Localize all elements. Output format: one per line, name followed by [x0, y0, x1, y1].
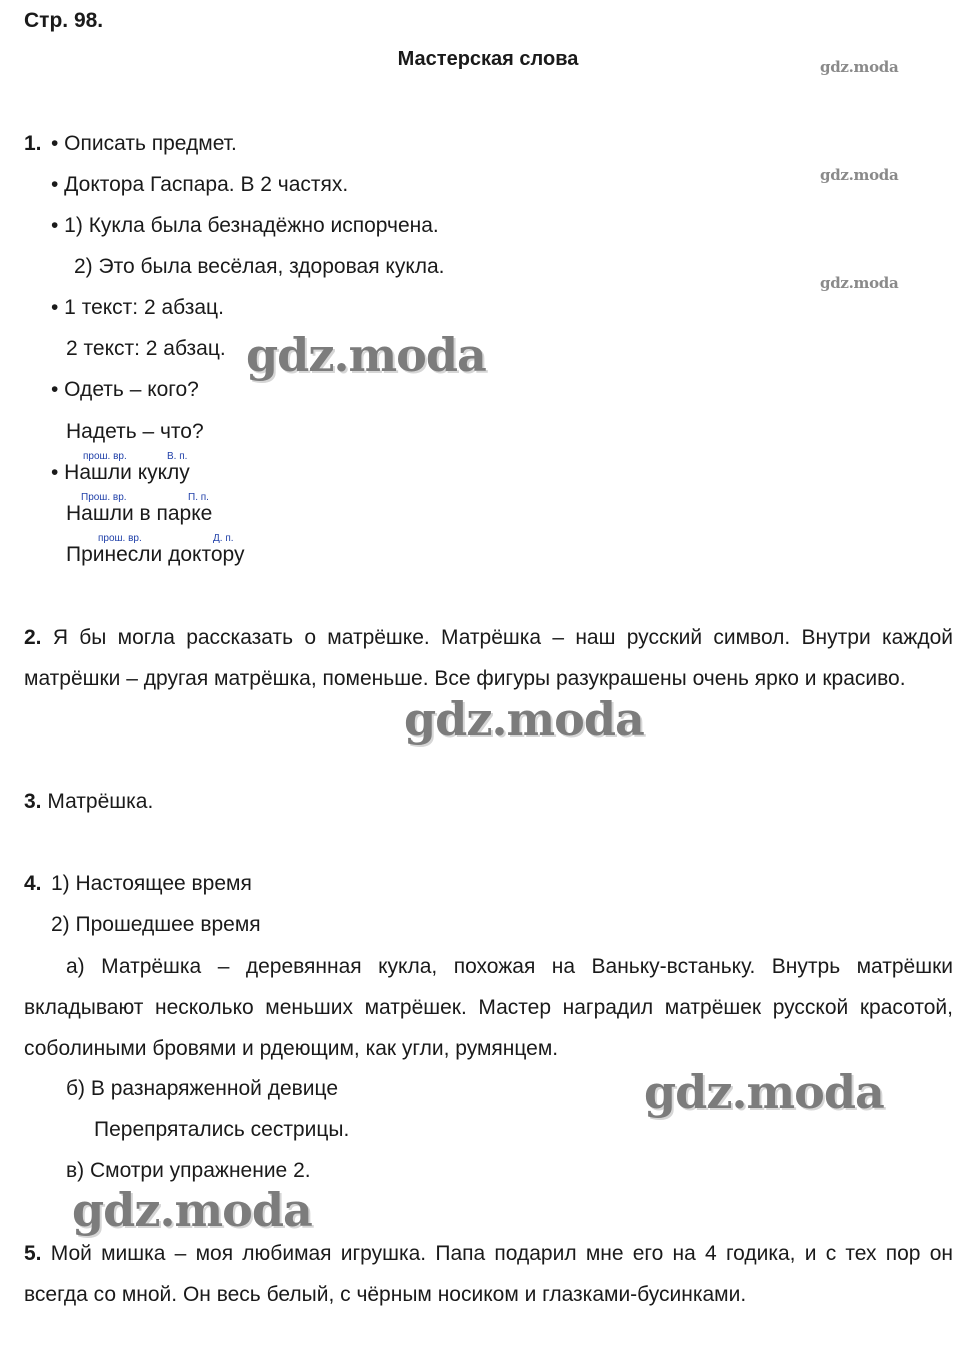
- task-line: • Доктора Гаспара. В 2 частях.: [51, 173, 349, 196]
- task-line: 2) Прошедшее время: [51, 913, 261, 936]
- task-line: Нашли в парке: [66, 502, 213, 525]
- watermark: gdz.moda: [246, 328, 486, 382]
- task-number: 3.: [24, 790, 42, 813]
- task-line: б) В разнаряженной девице: [66, 1077, 338, 1100]
- task-line: Принесли доктору: [66, 543, 245, 566]
- watermark: gdz.moda: [72, 1183, 312, 1237]
- task-3: [24, 789, 153, 815]
- grammar-note: Д. п.: [213, 533, 234, 544]
- task-line: Надеть – что?: [66, 420, 204, 443]
- watermark: gdz.moda: [404, 692, 644, 746]
- task-text: Мой мишка – моя любимая игрушка. Папа подарил мне его на 4 годика, и с тех пор он всегда со мной. Он весь белый, с чёрным носиком и глазками-бусинками.: [24, 1242, 953, 1306]
- grammar-note: прош. вр.: [98, 533, 142, 544]
- task-number: 2.: [24, 626, 42, 649]
- page-label: Стр. 98.: [24, 9, 104, 32]
- grammar-note: Прош. вр.: [81, 492, 127, 503]
- grammar-note: прош. вр.: [83, 451, 127, 462]
- task-line: • Одеть – кого?: [51, 378, 199, 401]
- watermark: gdz.moda: [644, 1065, 884, 1119]
- task-paragraph: а) Матрёшка – деревянная кукла, похожая на Ваньку-встаньку. Внутрь матрёшки вкладывают несколько меньших матрёшек. Мастер наградил матрёшек русской красотой, соболиными бровями и рдеющим, как угли, румянцем.: [24, 955, 953, 1060]
- task-line: • Описать предмет.: [51, 132, 237, 155]
- task-line: 1) Настоящее время: [51, 872, 252, 895]
- watermark: gdz.moda: [820, 166, 899, 184]
- task-text: Я бы могла рассказать о матрёшке. Матрёшка – наш русский символ. Внутри каждой матрёшки – другая матрёшка, поменьше. Все фигуры разукрашены очень ярко и красиво.: [24, 626, 953, 690]
- task-line: в) Смотри упражнение 2.: [66, 1159, 311, 1182]
- task-line: • 1 текст: 2 абзац.: [51, 296, 224, 319]
- task-line: • Нашли куклу: [51, 461, 190, 484]
- task-number: 5.: [24, 1242, 42, 1265]
- task-5: [24, 1233, 953, 1315]
- watermark: gdz.moda: [820, 274, 899, 292]
- task-number: 4.: [24, 872, 42, 895]
- task-line: 2) Это была весёлая, здоровая кукла.: [74, 255, 445, 278]
- watermark: gdz.moda: [820, 58, 899, 76]
- task-2: [24, 617, 953, 699]
- grammar-note: В. п.: [167, 451, 188, 462]
- task-line: Перепрятались сестрицы.: [94, 1118, 350, 1141]
- task-number: 1.: [24, 132, 42, 155]
- page-title: Мастерская слова: [397, 48, 579, 70]
- task-text: Матрёшка.: [47, 790, 154, 813]
- grammar-note: П. п.: [188, 492, 209, 503]
- task-line: • 1) Кукла была безнадёжно испорчена.: [51, 214, 439, 237]
- task-line: 2 текст: 2 абзац.: [66, 337, 226, 360]
